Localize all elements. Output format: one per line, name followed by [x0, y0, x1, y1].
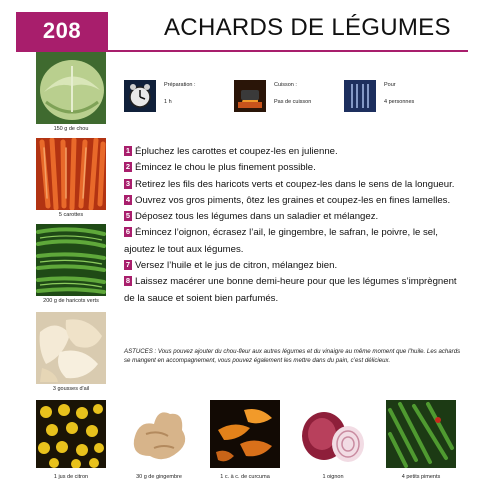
step-text: Versez l’huile et le jus de citron, mélangez bien.	[135, 260, 338, 272]
step-item	[124, 177, 464, 193]
step-text: Déposez tous les légumes dans un saladier et mélangez.	[135, 211, 379, 223]
preparation-value: 1 h	[164, 99, 172, 105]
servings-label: Pour	[384, 82, 396, 88]
chili-caption: 4 petits piments	[401, 474, 441, 480]
cutlery-icon	[344, 80, 376, 112]
servings-value: 4 personnes	[384, 99, 415, 105]
cooking-label: Cuisson :	[274, 82, 297, 88]
chili-photo	[386, 400, 456, 468]
steps-list	[124, 144, 464, 307]
step-number: 6	[125, 227, 131, 237]
step-text: Épluchez les carottes et coupez-les en julienne.	[135, 146, 338, 157]
onion-photo	[298, 400, 368, 468]
page-title: ACHARDS DE LÉGUMES	[164, 14, 451, 41]
clock-icon	[124, 80, 156, 112]
garlic-photo	[36, 312, 106, 384]
step-text: Laissez macérer une bonne demi-heure pour que les légumes s’imprègnent de la sauce et soient bien parfumés.	[124, 276, 457, 304]
green-beans-photo	[36, 224, 106, 296]
step-number: 7	[125, 260, 131, 270]
step-item	[124, 160, 464, 176]
garlic-caption: 3 gousses d'ail	[52, 386, 90, 392]
onion-caption: 1 oignon	[322, 474, 344, 480]
step-item	[124, 258, 464, 274]
page-number: 208	[16, 12, 108, 50]
ginger-photo	[124, 400, 194, 468]
step-number: 2	[125, 162, 131, 172]
step-text: Ouvrez vos gros piments, ôtez les graines et coupez-les en fines lamelles.	[135, 194, 451, 206]
cabbage-caption: 150 g de chou	[53, 126, 89, 132]
step-number: 4	[125, 194, 131, 204]
curcuma-photo	[210, 400, 280, 468]
step-item	[124, 209, 464, 225]
step-number: 5	[125, 211, 131, 221]
tips-note: ASTUCES : Vous pouvez ajouter du chou-fleur aux autres légumes et du vinaigre au même moment que l’huile. Les achards se mangent en accompagnement, vous pouvez également les mettre dans du pain, c’est délicieux.	[124, 348, 461, 364]
carrots-photo	[36, 138, 106, 210]
step-text: Émincez le chou le plus finement possible.	[135, 162, 316, 174]
step-text: Émincez l’oignon, écrasez l’ail, le gingembre, le safran, le poivre, le sel, ajoutez le tout aux légumes.	[124, 227, 438, 255]
lemon-photo	[36, 400, 106, 468]
preparation-label: Préparation :	[164, 82, 196, 88]
lemon-caption: 1 jus de citron	[53, 474, 89, 480]
green-beans-caption: 200 g de haricots verts	[43, 298, 99, 304]
step-number: 8	[125, 276, 131, 286]
carrots-caption: 5 carottes	[58, 212, 84, 218]
step-number: 3	[125, 178, 131, 188]
step-item	[124, 144, 464, 160]
step-item	[124, 225, 464, 258]
cooking-value: Pas de cuisson	[274, 99, 312, 105]
step-item	[124, 193, 464, 209]
cabbage-photo	[36, 52, 106, 124]
step-text: Retirez les fils des haricots verts et coupez-les dans le sens de la longueur.	[135, 178, 455, 190]
ginger-caption: 30 g de gingembre	[136, 474, 182, 480]
cooking-pot-icon	[234, 80, 266, 112]
step-number: 1	[125, 146, 131, 155]
curcuma-caption: 1 c. à c. de curcuma	[220, 474, 270, 480]
step-item	[124, 274, 464, 307]
